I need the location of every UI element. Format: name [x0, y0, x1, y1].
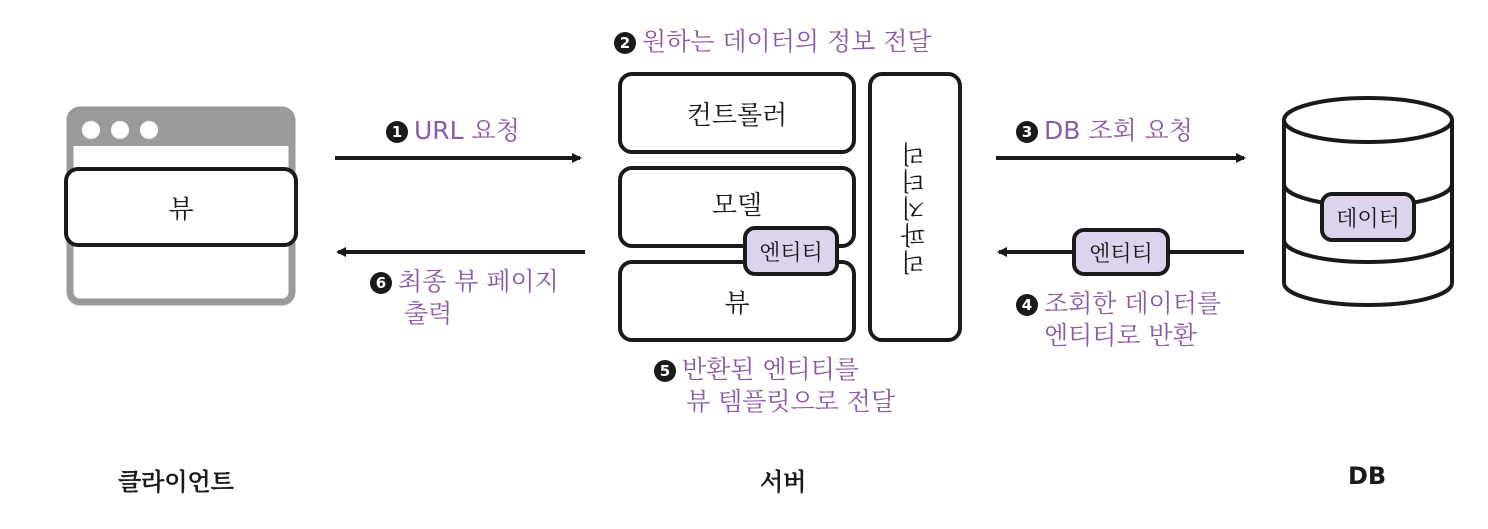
step-6-text-line1: 최종 뷰 페이지 [398, 267, 559, 296]
db-caption: DB [1348, 462, 1387, 490]
step-5-label [654, 354, 895, 418]
step-6-label [370, 266, 559, 330]
client-caption: 클라이언트 [118, 468, 234, 496]
step-4-number-icon: 4 [1016, 294, 1038, 316]
step-5-text-line1: 반환된 엔티티를 [682, 355, 859, 384]
step-2-label [614, 26, 932, 58]
model-entity-label: 엔티티 [759, 240, 823, 266]
step-4-text-line1: 조회한 데이터를 [1044, 289, 1221, 318]
step-4-text-line2: 엔티티로 반환 [1044, 321, 1197, 350]
server-caption: 서버 [760, 468, 807, 496]
step-6-text-line2: 출력 [404, 299, 453, 328]
step-3-label [1016, 115, 1193, 147]
step-5-text-line2: 뷰 템플릿으로 전달 [686, 387, 896, 416]
model-label: 모델 [711, 190, 763, 221]
controller-label: 컨트롤러 [686, 100, 788, 131]
return-entity-label: 엔티티 [1089, 241, 1153, 267]
step-2-number-icon: 2 [614, 32, 636, 54]
db-data-pill [1320, 192, 1416, 242]
step-1-text: URL 요청 [414, 116, 520, 145]
model-entity-pill [743, 226, 839, 276]
step-3-text: DB 조회 요청 [1044, 116, 1193, 145]
step-1-label [386, 115, 520, 147]
step-1-number-icon: 1 [386, 121, 408, 143]
client-view-box [64, 167, 298, 247]
return-entity-pill [1072, 228, 1170, 276]
server-view-label: 뷰 [724, 288, 750, 319]
repository-box [868, 72, 962, 342]
db-data-label: 데이터 [1336, 206, 1400, 232]
step-2-text: 원하는 데이터의 정보 전달 [642, 27, 932, 56]
repository-label: 리파지터리 [900, 139, 929, 275]
step-5-number-icon: 5 [654, 360, 676, 382]
controller-box [618, 72, 856, 154]
step-4-label [1016, 288, 1221, 352]
client-view-label: 뷰 [168, 194, 194, 225]
step-6-number-icon: 6 [370, 272, 392, 294]
step-3-number-icon: 3 [1016, 121, 1038, 143]
